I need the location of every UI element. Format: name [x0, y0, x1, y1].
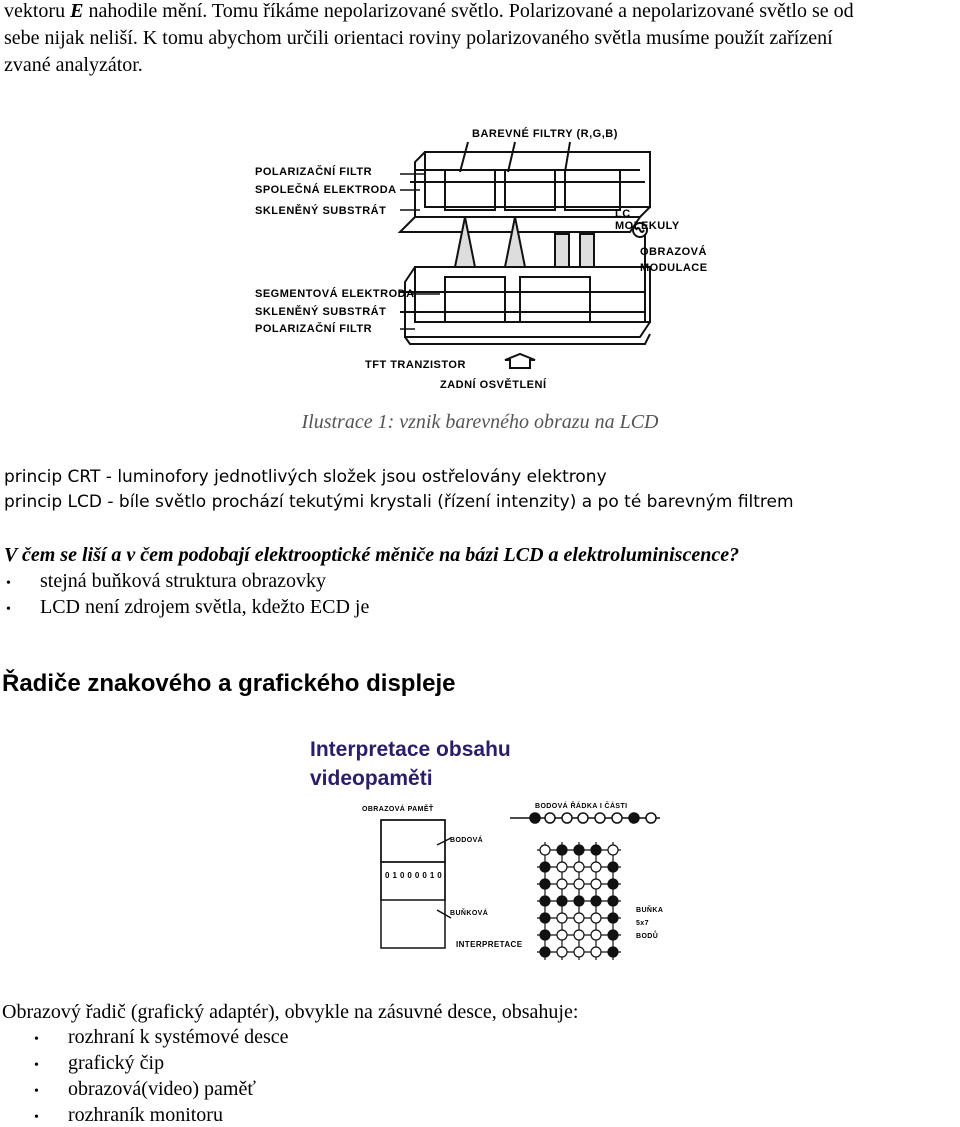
matrix-dot: [608, 913, 618, 923]
adapter-item-text: grafický čip: [68, 1052, 165, 1074]
matrix-dot: [557, 845, 567, 855]
matrix-dot: [540, 862, 550, 872]
adapter-item-text: rozhraník monitoru: [68, 1104, 223, 1126]
matrix-dot: [608, 947, 618, 957]
matrix-dot: [557, 947, 567, 957]
bullet: •: [34, 1032, 39, 1047]
matrix-dot: [608, 896, 618, 906]
label-bodu: BODŮ: [636, 933, 659, 940]
bullet: •: [34, 1084, 39, 1099]
bullet: •: [6, 602, 11, 617]
matrix-dot: [574, 947, 584, 957]
principle-crt: princip CRT - luminofory jednotlivých složek jsou ostřelovány elektrony: [4, 467, 607, 487]
matrix-dot: [574, 862, 584, 872]
video-memory-figure: [300, 730, 680, 970]
adapter-item-text: rozhraní k systémové desce: [68, 1026, 289, 1048]
adapter-item-text: obrazová(video) paměť: [68, 1078, 256, 1100]
matrix-dot: [591, 896, 601, 906]
label-segmentova-elektroda: SEGMENTOVÁ ELEKTRODA: [255, 288, 415, 300]
matrix-dot: [591, 947, 601, 957]
label-skleneny-substrat-bottom: SKLENĚNÝ SUBSTRÁT: [255, 306, 387, 318]
label-barevne-filtry: BAREVNÉ FILTRY (R,G,B): [472, 128, 618, 140]
lcd-structure-figure: [250, 122, 708, 397]
matrix-dot: [574, 879, 584, 889]
lcd-structure-drawing: [250, 122, 690, 397]
video-figure-title-line-1: Interpretace obsahu: [310, 738, 511, 761]
bullet: •: [34, 1110, 39, 1125]
matrix-dot: [591, 862, 601, 872]
matrix-dot: [608, 930, 618, 940]
answer-item: [6, 570, 326, 593]
label-tft-tranzistor: TFT TRANZISTOR: [365, 359, 466, 371]
label-size: 5x7: [636, 920, 649, 927]
video-figure-title-line-2: videopaměti: [310, 767, 433, 790]
matrix-dot: [608, 845, 618, 855]
label-zadni-osvetleni: ZADNÍ OSVĚTLENÍ: [440, 379, 547, 391]
adapter-item: [34, 1026, 288, 1049]
label-molekuly: MOLEKULY: [615, 220, 680, 232]
matrix-dot: [540, 947, 550, 957]
intro-line-1: vektoru E nahodile mění. Tomu říkáme nepolarizované světlo. Polarizované a nepolarizované světlo se od: [4, 0, 854, 22]
adapter-item: [34, 1078, 256, 1101]
figure-caption: Ilustrace 1: vznik barevného obrazu na LCD: [301, 411, 659, 433]
video-memory-drawing: [355, 798, 670, 963]
matrix-dot: [557, 862, 567, 872]
section-heading: Řadiče znakového a grafického displeje: [2, 670, 456, 697]
intro-line-2: sebe nijak neliší. K tomu abychom určili orientaci roviny polarizovaného světla musíme použít zařízení: [4, 27, 833, 49]
matrix-dot: [574, 913, 584, 923]
matrix-dot: [540, 913, 550, 923]
video-figure-title: [310, 735, 511, 793]
matrix-dot: [557, 930, 567, 940]
adapter-item: [34, 1052, 164, 1075]
intro-line-3: zvané analyzátor.: [4, 54, 143, 76]
adapter-item: [34, 1104, 223, 1127]
matrix-dot: [540, 896, 550, 906]
answer-item: [6, 596, 369, 619]
bullet: •: [34, 1058, 39, 1073]
matrix-dot: [591, 845, 601, 855]
matrix-dot: [557, 913, 567, 923]
matrix-dot: [608, 879, 618, 889]
principle-lcd: princip LCD - bíle světlo prochází tekutými krystali (řízení intenzity) a po té barevným filtrem: [4, 492, 794, 512]
matrix-dot: [591, 930, 601, 940]
label-lc: LC: [615, 208, 631, 220]
matrix-dot: [557, 879, 567, 889]
label-bunkova: BUŇKOVÁ: [450, 910, 489, 917]
label-polarizacni-filtr-top: POLARIZAČNÍ FILTR: [255, 166, 373, 178]
label-bodova: BODOVÁ: [450, 837, 484, 844]
matrix-dot: [574, 845, 584, 855]
question: V čem se liší a v čem podobají elektrooptické měniče na bázi LCD a elektroluminiscence?: [4, 544, 740, 566]
matrix-dot: [608, 862, 618, 872]
label-interpretace: INTERPRETACE: [456, 940, 523, 949]
matrix-dot: [540, 845, 550, 855]
matrix-dot: [574, 930, 584, 940]
bullet: •: [6, 576, 11, 591]
answer-text: stejná buňková struktura obrazovky: [40, 570, 327, 592]
matrix-dot: [591, 913, 601, 923]
binary-value: 0 1 0 0 0 0 1 0: [385, 871, 443, 880]
label-bunka: BUŇKA: [636, 907, 664, 914]
adapter-intro: Obrazový řadič (grafický adaptér), obvykle na zásuvné desce, obsahuje:: [2, 1001, 579, 1023]
label-polarizacni-filtr-bottom: POLARIZAČNÍ FILTR: [255, 323, 373, 335]
label-obrazova-pamet: OBRAZOVÁ PAMĚŤ: [362, 806, 434, 813]
answer-text: LCD není zdrojem světla, kdežto ECD je: [40, 596, 370, 618]
label-modulace: MODULACE: [640, 262, 708, 274]
matrix-dot: [540, 930, 550, 940]
matrix-dot: [574, 896, 584, 906]
label-skleneny-substrat-top: SKLENĚNÝ SUBSTRÁT: [255, 205, 387, 217]
matrix-dot: [591, 879, 601, 889]
label-obrazova: OBRAZOVÁ: [640, 246, 707, 258]
label-spolecna-elektroda: SPOLEČNÁ ELEKTRODA: [255, 184, 397, 196]
matrix-dot: [557, 896, 567, 906]
matrix-dot: [540, 879, 550, 889]
label-bodova-radka: BODOVÁ ŘÁDKA I ČÁSTI: [535, 803, 628, 810]
